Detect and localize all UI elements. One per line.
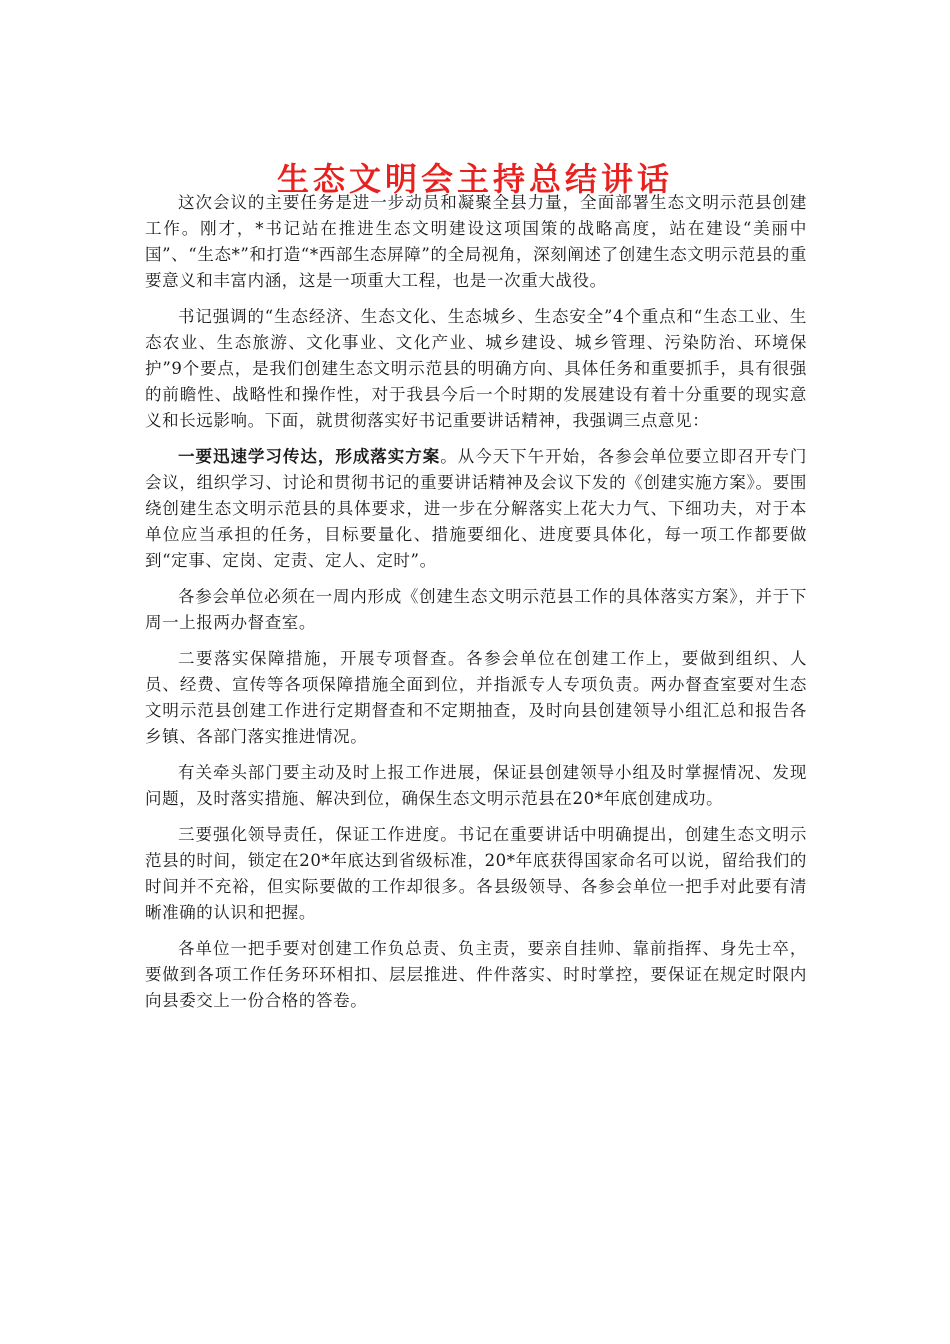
paragraph-text: 各参会单位必须在一周内形成《创建生态文明示范县工作的具体落实方案》，并于下周一上报两办督查室。	[145, 587, 807, 632]
paragraph-3	[145, 444, 807, 574]
paragraph-5	[145, 646, 807, 750]
paragraph-8	[145, 936, 807, 1014]
paragraph-lead-heading: 一要迅速学习传达，形成落实方案	[178, 447, 441, 466]
paragraph-text: 书记强调的“生态经济、生态文化、生态城乡、生态安全”4个重点和“生态工业、生态农业、生态旅游、文化事业、文化产业、城乡建设、城乡管理、污染防治、环境保护”9个要点，是我们创建生态文明示范县的明确方向、具体任务和重要抓手，具有很强的前瞻性、战略性和操作性，对于我县今后一个时期的发展建设有着十分重要的现实意义和长远影响。下面，就贯彻落实好书记重要讲话精神，我强调三点意见：	[145, 307, 807, 430]
paragraph-1	[145, 190, 807, 294]
paragraph-text: 。从今天下午开始，各参会单位要立即召开专门会议，组织学习、讨论和贯彻书记的重要讲话精神及会议下发的《创建实施方案》。要围绕创建生态文明示范县的具体要求，进一步在分解落实上花大力气、下细功夫，对于本单位应当承担的任务，目标要量化、措施要细化、进度要具体化，每一项工作都要做到“定事、定岗、定责、定人、定时”。	[145, 447, 808, 570]
paragraph-text: 有关牵头部门要主动及时上报工作进展，保证县创建领导小组及时掌握情况、发现问题，及时落实措施、解决到位，确保生态文明示范县在20*年底创建成功。	[145, 763, 807, 808]
paragraph-text: 各单位一把手要对创建工作负总责、负主责，要亲自挂帅、靠前指挥、身先士卒，要做到各项工作任务环环相扣、层层推进、件件落实、时时掌控，要保证在规定时限内向县委交上一份合格的答卷。	[145, 939, 807, 1010]
paragraph-6	[145, 760, 807, 812]
document-body	[145, 190, 807, 1024]
paragraph-text: 这次会议的主要任务是进一步动员和凝聚全县力量，全面部署生态文明示范县创建工作。刚才，*书记站在推进生态文明建设这项国策的战略高度，站在建设“美丽中国”、“生态*”和打造“*西部生态屏障”的全局视角，深刻阐述了创建生态文明示范县的重要意义和丰富内涵，这是一项重大工程，也是一次重大战役。	[145, 193, 807, 290]
paragraph-text: 三要强化领导责任，保证工作进度。书记在重要讲话中明确提出，创建生态文明示范县的时间，锁定在20*年底达到省级标准，20*年底获得国家命名可以说，留给我们的时间并不充裕，但实际要做的工作却很多。各县级领导、各参会单位一把手对此要有清晰准确的认识和把握。	[145, 825, 807, 922]
paragraph-text: 二要落实保障措施，开展专项督查。各参会单位在创建工作上，要做到组织、人员、经费、宣传等各项保障措施全面到位，并指派专人专项负责。两办督查室要对生态文明示范县创建工作进行定期督查和不定期抽查，及时向县创建领导小组汇总和报告各乡镇、各部门落实推进情况。	[145, 649, 807, 746]
paragraph-7	[145, 822, 807, 926]
paragraph-2	[145, 304, 807, 434]
paragraph-4	[145, 584, 807, 636]
document-title: 生态文明会主持总结讲话	[276, 160, 673, 199]
